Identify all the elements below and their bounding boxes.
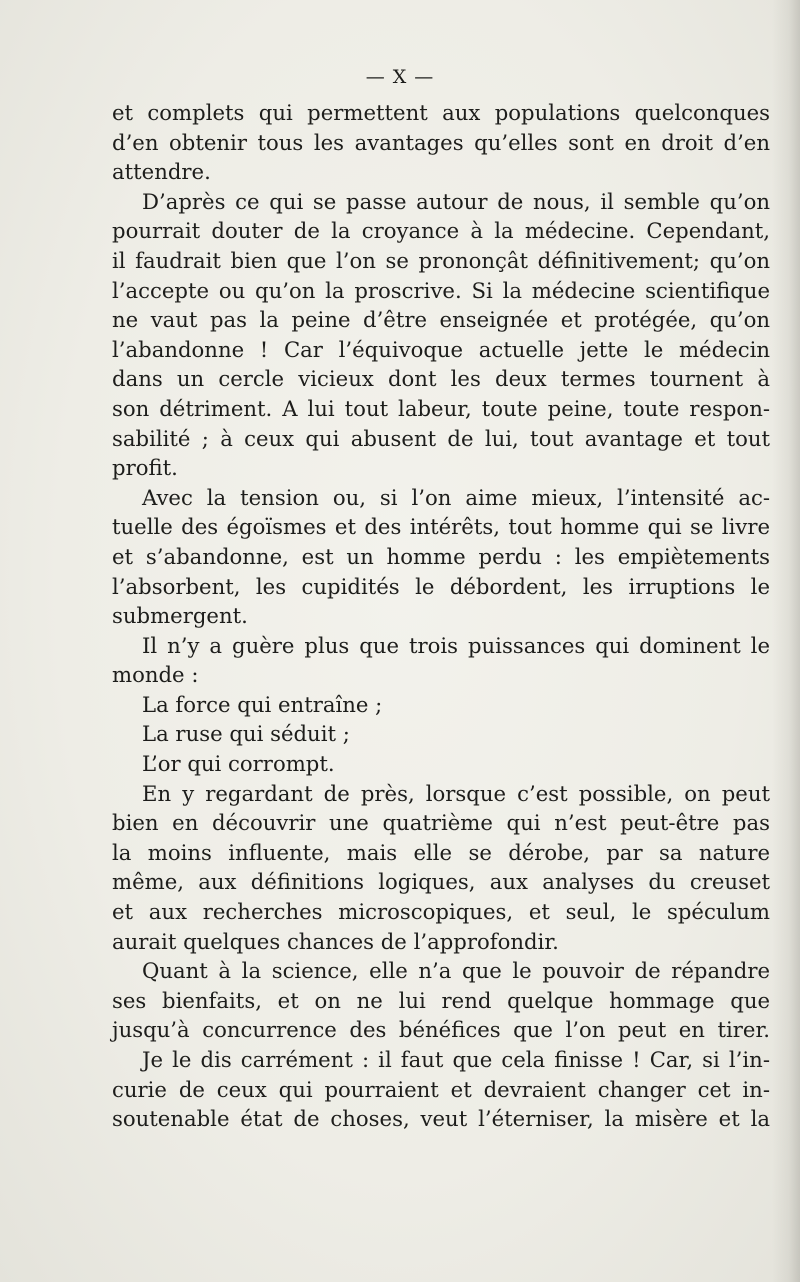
text-line: profit. <box>112 455 178 481</box>
text-line: bien en découvrir une quatrième qui n’est peut-être pas <box>112 810 770 836</box>
text-line: Je le dis carrément : il faut que cela finisse ! Car, si l’in- <box>142 1047 770 1072</box>
text-line: La ruse qui séduit ; <box>142 721 350 747</box>
text-line: l’abandonne ! Car l’équivoque actuelle jette le médecin <box>112 336 770 362</box>
text-line: tuelle des égoïsmes et des intérêts, tout homme qui se livre <box>112 514 770 540</box>
text-line: l’accepte ou qu’on la proscrive. Si la médecine scientifique <box>112 277 770 303</box>
body-text <box>112 98 770 1134</box>
text-line: monde : <box>112 662 199 688</box>
text-line: submergent. <box>112 603 248 629</box>
text-line: et complets qui permettent aux populations quelconques <box>112 100 770 125</box>
text-line: D’après ce qui se passe autour de nous, il semble qu’on <box>142 188 770 214</box>
text-line: la moins influente, mais elle se dérobe, par sa nature <box>112 839 770 865</box>
text-line: il faudrait bien que l’on se prononçât définitivement; qu’on <box>112 247 770 273</box>
text-line: l’absorbent, les cupidités le débordent, les irruptions le <box>112 573 770 599</box>
text-line: jusqu’à concurrence des bénéfices que l’on peut en tirer. <box>112 1017 770 1043</box>
text-line: aurait quelques chances de l’approfondir. <box>112 928 559 954</box>
text-line: Quant à la science, elle n’a que le pouvoir de répandre <box>142 958 770 984</box>
text-line: soutenable état de choses, veut l’éterniser, la misère et la <box>112 1106 770 1132</box>
page-number-header: — X — <box>365 66 435 88</box>
text-line: curie de ceux qui pourraient et devraient changer cet in- <box>112 1076 770 1102</box>
text-line: sabilité ; à ceux qui abusent de lui, tout avantage et tout <box>112 425 770 451</box>
text-line: et aux recherches microscopiques, et seul, le spéculum <box>112 899 770 925</box>
text-line: pourrait douter de la croyance à la médecine. Cependant, <box>112 218 770 244</box>
text-line: En y regardant de près, lorsque c’est possible, on peut <box>142 780 770 806</box>
text-line: ne vaut pas la peine d’être enseignée et protégée, qu’on <box>112 307 770 333</box>
text-line: ses bienfaits, et on ne lui rend quelque hommage que <box>112 987 770 1013</box>
text-line: même, aux définitions logiques, aux analyses du creuset <box>112 869 770 895</box>
text-line: attendre. <box>112 159 211 185</box>
text-line: et s’abandonne, est un homme perdu : les empiètements <box>112 543 770 569</box>
text-line: Il n’y a guère plus que trois puissances qui dominent le <box>142 632 770 658</box>
text-line: La force qui entraîne ; <box>142 691 383 717</box>
text-line: son détriment. A lui tout labeur, toute peine, toute respon- <box>112 395 770 421</box>
text-line: Avec la tension ou, si l’on aime mieux, l’intensité ac- <box>142 484 770 510</box>
text-line: dans un cercle vicieux dont les deux termes tournent à <box>112 366 770 392</box>
text-line: L’or qui corrompt. <box>142 751 335 777</box>
page-edge-shadow <box>772 0 800 1282</box>
text-line: d’en obtenir tous les avantages qu’elles sont en droit d’en <box>112 129 770 155</box>
